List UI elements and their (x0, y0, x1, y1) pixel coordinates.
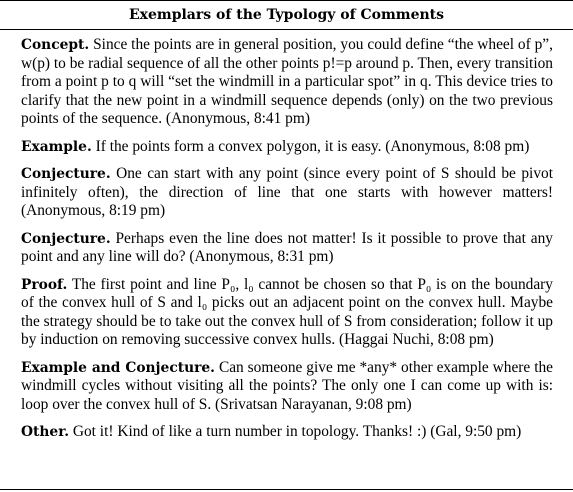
comment-item (21, 165, 553, 221)
table-title: Exemplars of the Typology of Comments (128, 7, 445, 23)
comment-text: Can someone give me *any* other example where the windmill cycles without visiting all the points? The only one I can come up with is: loop over the convex hull of S. (Srivatsan Narayanan, 9:08 pm) (21, 358, 553, 413)
comment-item (21, 276, 553, 350)
comment-kind: Proof. (21, 276, 68, 293)
comment-kind: Example. (21, 138, 92, 155)
comment-item (21, 359, 553, 415)
comment-item (21, 423, 553, 442)
header-rule (0, 29, 573, 30)
comment-text: Got it! Kind of like a turn number in topology. Thanks! :) (Gal, 9:50 pm) (72, 423, 522, 440)
comment-item (21, 36, 553, 129)
comment-kind: Concept. (21, 37, 90, 53)
comment-kind: Other. (21, 424, 70, 440)
comment-item (21, 138, 553, 157)
comment-list (21, 36, 553, 451)
comment-text: Since the points are in general position, you could define “the wheel of p”, w(p) to be radial sequence of all the other points p!=p around p. Then, every transition from a point p to q will “set the windmill in a particular spot” in q. This device tries to clarify that the new point in a windmill sequence depends (only) on the two previous points of the sequence. (Anonymous, 8:41 pm) (21, 36, 553, 127)
comment-kind: Conjecture. (21, 230, 111, 247)
comment-item (21, 230, 553, 267)
comment-text: The first point and line P₀, l₀ cannot be chosen so that P₀ is on the boundary of the convex hull of S and l₀ picks out an adjacent point on the convex hull. Maybe the strategy should be to take out the convex hull of S from consideration; follow it up by induction on removing successive convex hulls. (Haggai Nuchi, 8:08 pm) (21, 275, 553, 348)
comment-kind: Conjecture. (21, 166, 111, 182)
top-rule (0, 0, 573, 1)
comment-text: Perhaps even the line does not matter! Is it possible to prove that any point and any line will do? (Anonymous, 8:31 pm) (21, 229, 553, 265)
comment-kind: Example and Conjecture. (21, 359, 215, 376)
bottom-rule (0, 489, 573, 490)
comment-text: One can start with any point (since every point of S should be pivot infinitely often), the direction of line that one starts with however matters! (Anonymous, 8:19 pm) (21, 165, 553, 219)
comment-text: If the points form a convex polygon, it is easy. (Anonymous, 8:08 pm) (95, 137, 530, 155)
